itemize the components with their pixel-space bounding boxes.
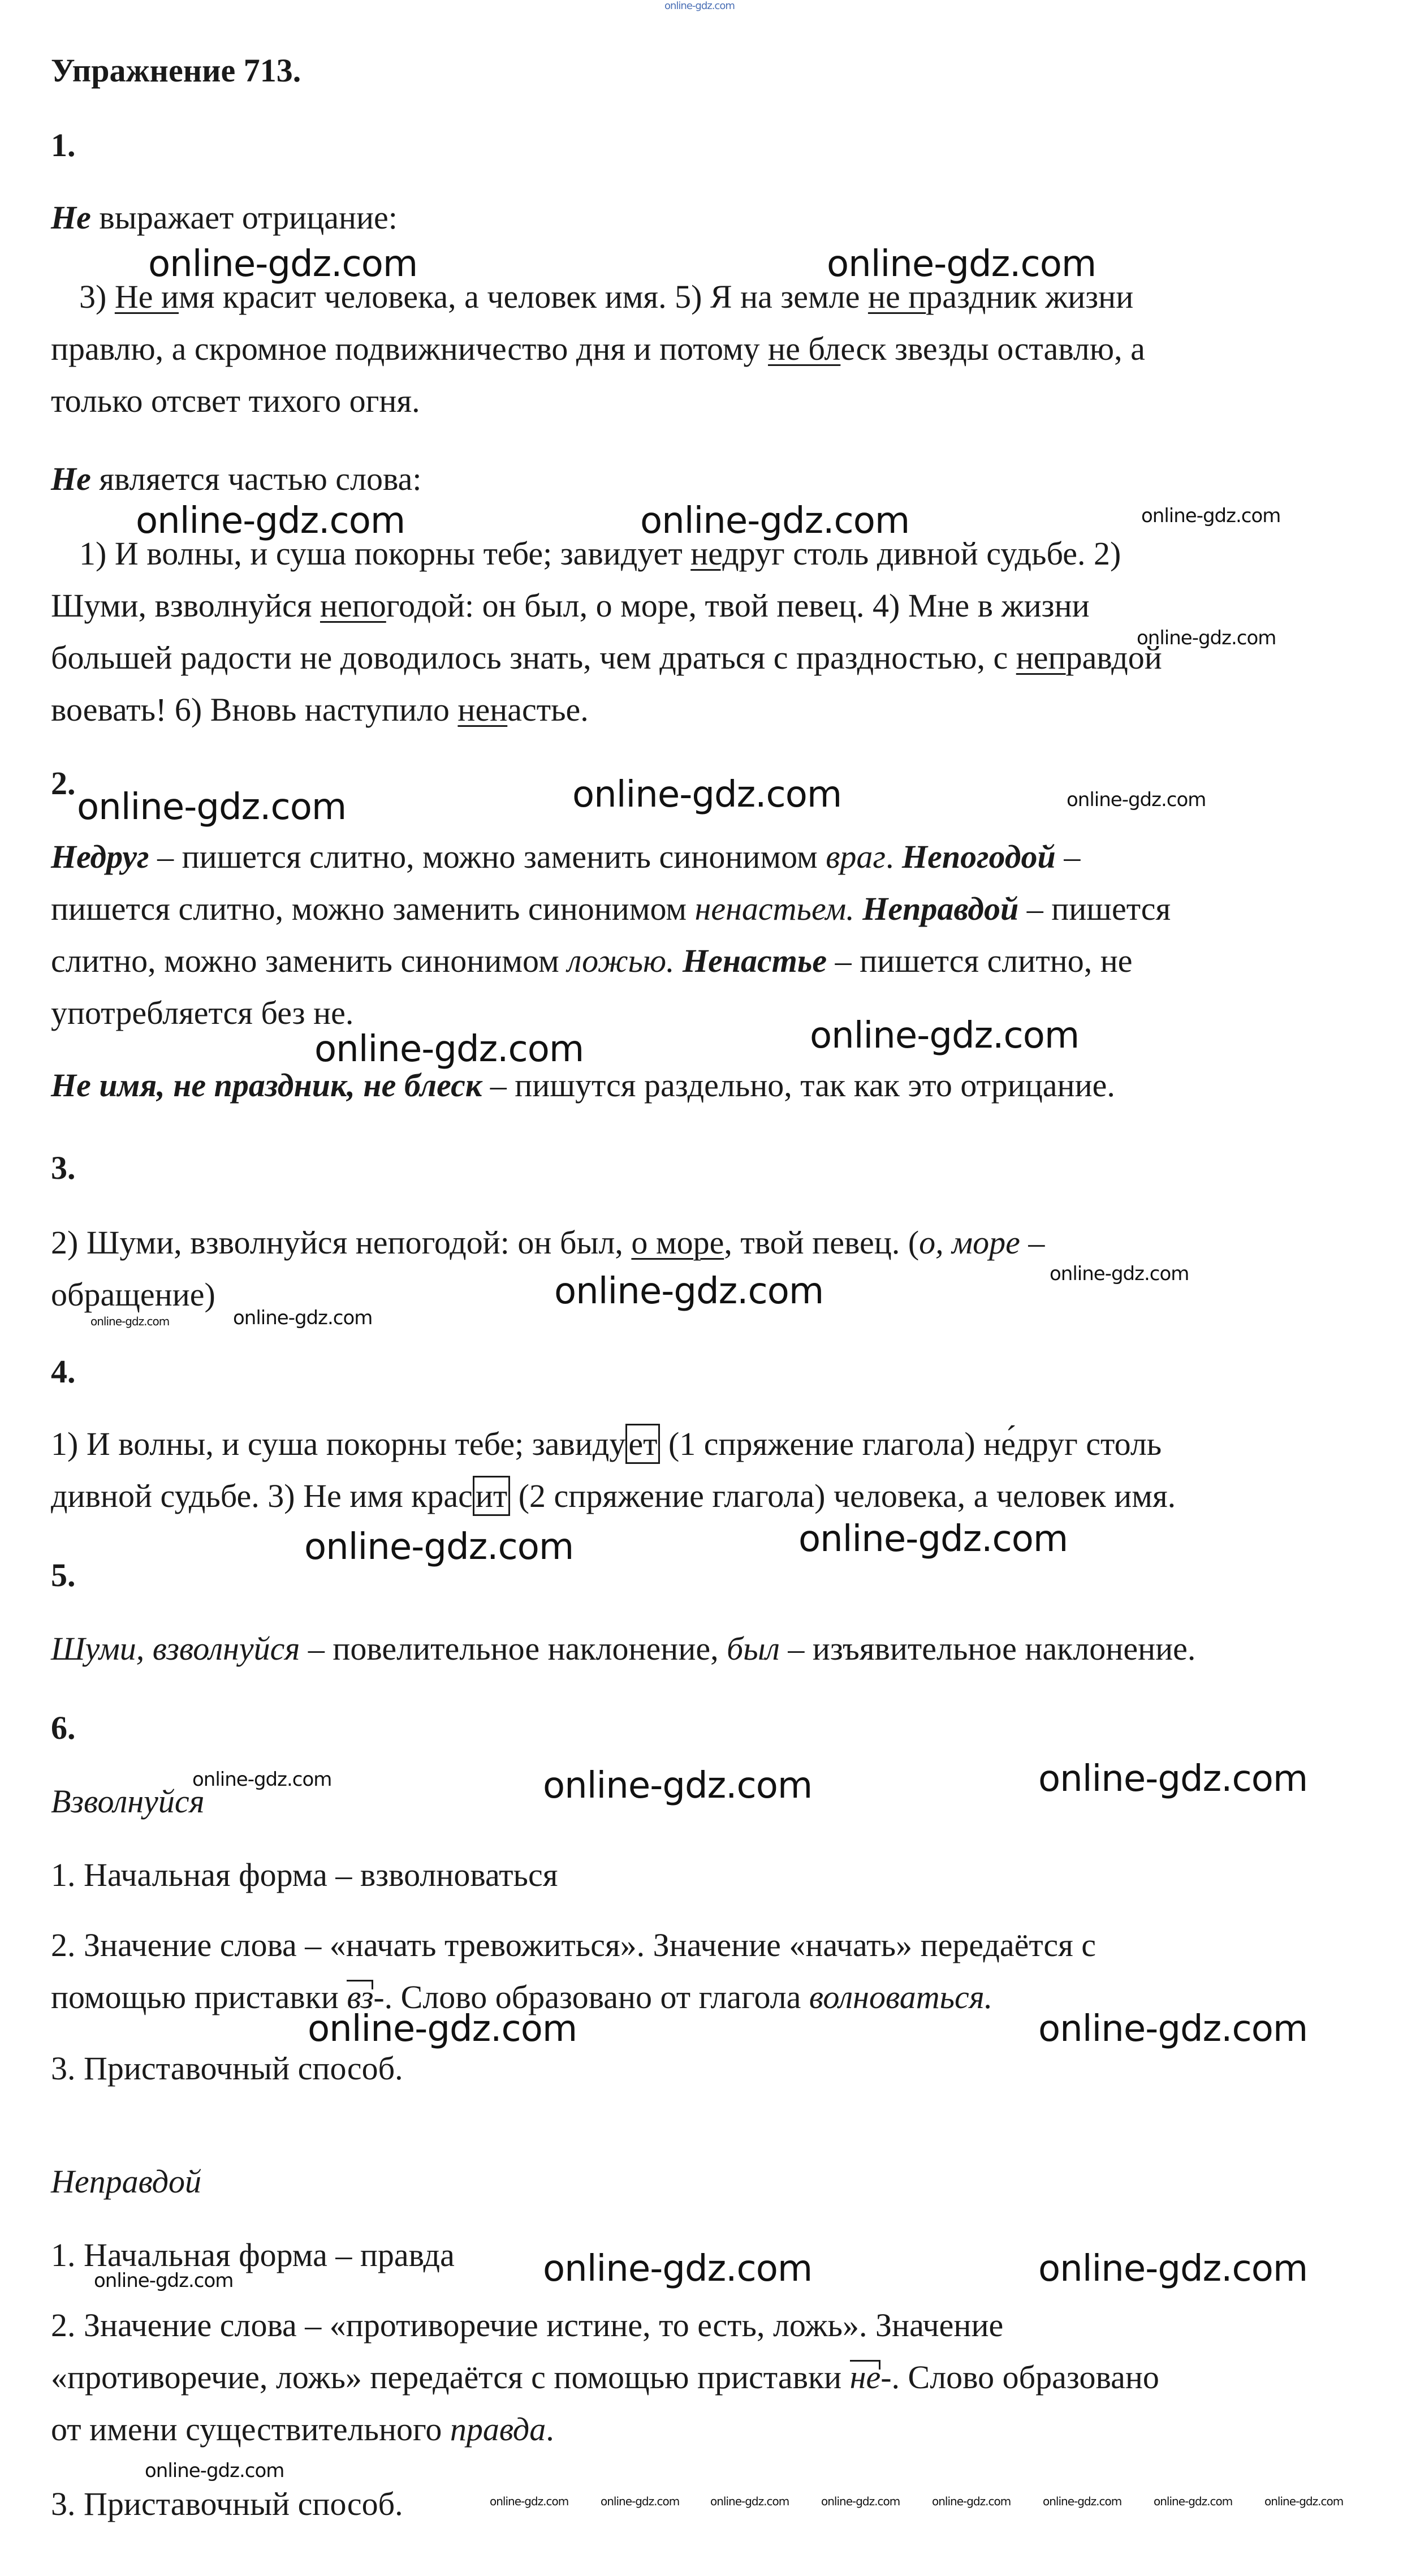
section-4-number: 4. [51,1353,76,1390]
watermark: online-gdz.com [1141,505,1281,527]
s6-w1-item-1: 1. Начальная форма – взволноваться [51,1856,558,1893]
watermark: online-gdz.com [1038,1758,1308,1800]
watermark: online-gdz.com [145,2459,284,2482]
s6-w2-item-3: 3. Приставочный способ. [51,2485,403,2522]
s3-line-1: 2) Шуми, взволнуйся непогодой: он был, о море, твой певец. (о, море – [51,1224,1045,1261]
s6-w1-item-2a: 2. Значение слова – «начать тревожиться». Значение «начать» передаётся с [51,1927,1097,1963]
watermark: online-gdz.com [572,774,842,816]
watermark: online-gdz.com [601,2495,680,2508]
section-1-number: 1. [51,127,76,163]
s1-part-heading: Не является частью слова: [51,460,422,497]
watermark: online-gdz.com [1050,1263,1189,1285]
s6-w2-item-2a: 2. Значение слова – «противоречие истине, то есть, ложь». Значение [51,2307,1004,2344]
s4-line-1: 1) И волны, и суша покорны тебе; завидует (1 спряжение глагола) не́друг столь [51,1424,1162,1464]
s1-negation-line-3: только отсвет тихого огня. [51,382,420,419]
watermark: online-gdz.com [932,2495,1011,2508]
watermark: online-gdz.com [90,1315,170,1328]
section-3-number: 3. [51,1149,76,1186]
s1-part-line-4: воевать! 6) Вновь наступило ненастье. [51,691,589,728]
watermark: online-gdz.com [314,1028,584,1070]
s6-w1-item-3: 3. Приставочный способ. [51,2050,403,2087]
watermark: online-gdz.com [192,1768,332,1791]
watermark: online-gdz.com [640,500,910,542]
watermark: online-gdz.com [1043,2495,1122,2508]
s6-w2-item-2c: от имени существительного правда. [51,2411,554,2448]
watermark: online-gdz.com [233,1307,373,1329]
watermark: online-gdz.com [821,2495,900,2508]
s5-line-1: Шуми, взволнуйся – повелительное наклонение, был – изъявительное наклонение. [51,1630,1196,1667]
section-2-number: 2. [51,765,76,802]
s1-part-line-2: Шуми, взволнуйся непогодой: он был, о море, твой певец. 4) Мне в жизни [51,587,1090,624]
site-header-mark[interactable]: online-gdz.com [664,0,735,12]
watermark: online-gdz.com [1137,627,1276,649]
section-6-number: 6. [51,1709,76,1746]
s6-w2-item-1: 1. Начальная форма – правда [51,2237,455,2273]
section-5-number: 5. [51,1557,76,1593]
prefix-vz: вз [347,1979,374,2015]
s1-negation-line-2: правлю, а скромное подвижничество дня и потому не блеск звезды оставлю, а [51,330,1145,367]
watermark: online-gdz.com [1038,2248,1308,2290]
watermark: online-gdz.com [308,2008,577,2050]
watermark: online-gdz.com [148,243,418,285]
watermark: online-gdz.com [490,2495,569,2508]
watermark: online-gdz.com [554,1270,824,1312]
s1-part-line-1: 1) И волны, и суша покорны тебе; завидует недруг столь дивной судьбе. 2) [79,535,1121,572]
watermark: online-gdz.com [136,500,405,542]
s6-word-2: Неправдой [51,2163,202,2200]
s6-word-1: Взволнуйся [51,1783,205,1820]
s4-line-2: дивной судьбе. 3) Не имя красит (2 спряжение глагола) человека, а человек имя. [51,1476,1176,1516]
watermark: online-gdz.com [1264,2495,1344,2508]
watermark: online-gdz.com [1038,2008,1308,2050]
s2-line-1: Недруг – пишется слитно, можно заменить синонимом враг. Непогодой – [51,838,1081,875]
watermark: online-gdz.com [77,786,347,828]
s2-line-3: слитно, можно заменить синонимом ложью. Ненастье – пишется слитно, не [51,942,1133,979]
watermark: online-gdz.com [710,2495,789,2508]
s6-w2-item-2b: «противоречие, ложь» передаётся с помощью приставки не-. Слово образовано [51,2359,1159,2396]
watermark: online-gdz.com [798,1518,1068,1560]
page-title: Упражнение 713. [51,52,301,89]
s1-part-line-3: большей радости не доводилось знать, чем драться с праздностью, с неправдой [51,639,1162,676]
s2-line-2: пишется слитно, можно заменить синонимом ненастьем. Неправдой – пишется [51,890,1171,927]
watermark: online-gdz.com [543,2248,813,2290]
s1-negation-heading: Не выражает отрицание: [51,199,398,236]
s3-line-2: обращение) [51,1276,215,1313]
watermark: online-gdz.com [810,1015,1080,1057]
watermark: online-gdz.com [543,1765,813,1807]
s2-line-4: употребляется без не. [51,994,354,1031]
watermark: online-gdz.com [1067,789,1206,811]
watermark: online-gdz.com [827,243,1097,285]
watermark: online-gdz.com [304,1526,574,1568]
prefix-ne: не [849,2359,881,2396]
s2-line-5: Не имя, не праздник, не блеск – пишутся раздельно, так как это отрицание. [51,1067,1115,1104]
s1-negation-line-1: 3) Не имя красит человека, а человек имя. 5) Я на земле не праздник жизни [79,278,1134,315]
watermark: online-gdz.com [94,2269,234,2292]
watermark: online-gdz.com [1154,2495,1233,2508]
s6-w1-item-2b: помощью приставки вз-. Слово образовано от глагола волноваться. [51,1979,993,2015]
